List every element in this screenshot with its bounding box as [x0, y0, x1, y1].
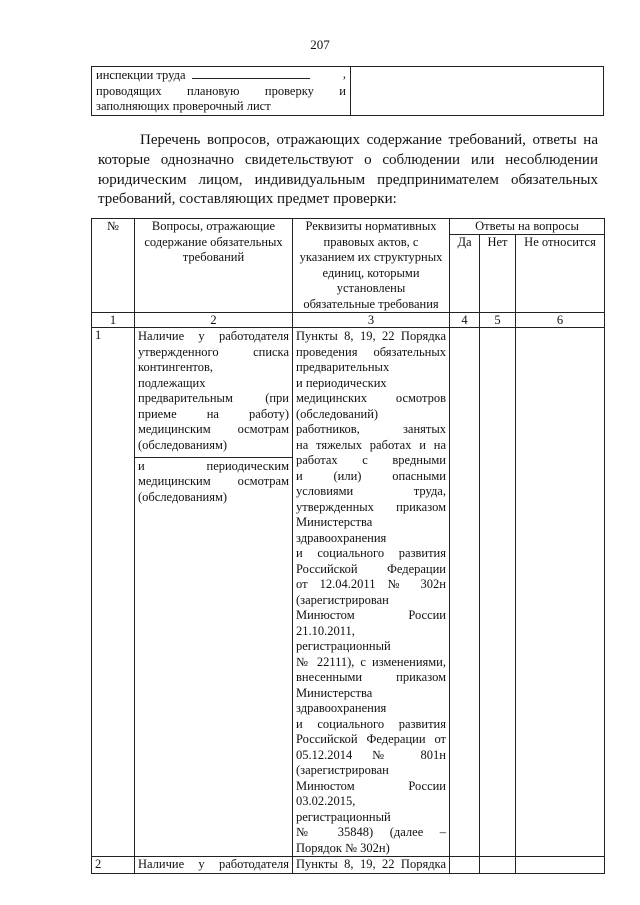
header-questions	[135, 219, 293, 313]
header-no: Нет	[480, 234, 516, 312]
intro-line: которые однозначно свидетельствуют о соблюдении или несоблюдении	[98, 151, 598, 168]
text-line: от 12.04.2011 № 302н	[296, 577, 446, 591]
text-line: предварительных	[296, 360, 390, 374]
header-word: проверку	[264, 83, 314, 98]
question-text: Наличие у работодателя	[138, 857, 289, 871]
text-line: на тяжелых работах и на	[296, 437, 446, 452]
header-questions-line: содержание обязательных	[144, 234, 283, 249]
header-requisites	[293, 219, 450, 313]
text-line: работах с вредными	[296, 453, 446, 467]
text-line: 05.12.2014 № 801н	[296, 747, 446, 762]
header-requisites-line: установлены	[336, 281, 406, 295]
header-line-1-text: инспекции труда	[96, 68, 186, 82]
text-line: (обследований)	[296, 406, 379, 421]
text-line: регистрационный	[296, 639, 391, 653]
header-word: плановую	[187, 83, 240, 98]
header-questions-line: требований	[182, 250, 245, 264]
text-line: здравоохранения	[296, 701, 387, 715]
text-line: 03.02.2015,	[296, 794, 356, 808]
header-line-2	[96, 84, 346, 100]
text-line: (зарегистрирован	[296, 592, 389, 607]
text-line: (зарегистрирован	[296, 763, 389, 777]
text-line: 21.10.2011,	[296, 623, 355, 638]
intro-line: Перечень вопросов, отражающих содержание требований, ответы на	[140, 132, 598, 148]
table-row	[92, 857, 605, 874]
answer-yes-cell[interactable]	[450, 328, 480, 857]
row-number: 1	[92, 328, 135, 857]
header-yes: Да	[450, 234, 480, 312]
header-left-cell	[92, 67, 351, 116]
column-number: 5	[480, 313, 516, 328]
text-line: Министерства	[296, 515, 373, 529]
question-text	[138, 328, 289, 453]
header-continuation-table	[91, 66, 604, 116]
header-requisites-line: единиц, которыми	[322, 265, 420, 280]
answer-yes-cell[interactable]	[450, 857, 480, 874]
text-line: условиями труда,	[296, 484, 446, 498]
answer-na-cell[interactable]	[516, 857, 605, 874]
question-cell	[135, 857, 293, 874]
question-cell	[135, 457, 293, 856]
question-cell	[135, 328, 293, 458]
header-na: Не относится	[516, 234, 605, 312]
header-line-3: заполняющих проверочный лист	[96, 99, 271, 113]
text-line: Порядок № 302н)	[296, 840, 390, 855]
text-line: регистрационный	[296, 809, 391, 824]
text-line: Российской Федерации от	[296, 732, 446, 746]
column-number: 4	[450, 313, 480, 328]
text-line: подлежащих	[138, 375, 206, 390]
text-line: медицинских осмотров	[296, 391, 446, 405]
text-line: контингентов,	[138, 360, 213, 374]
table-header-row	[92, 219, 605, 235]
text-line: и периодическим	[138, 458, 289, 473]
text-line: работников, занятых	[296, 422, 446, 436]
header-blank-line	[192, 67, 310, 79]
header-requisites-line: указанием их структурных	[299, 250, 443, 264]
header-requisites-line: обязательные требования	[303, 296, 439, 311]
table-row	[92, 328, 605, 458]
text-line: и (или) опасными	[296, 468, 446, 483]
header-requisites-line: правовых актов, с	[323, 234, 419, 249]
column-number: 6	[516, 313, 605, 328]
header-line-1-suffix: ,	[342, 67, 346, 81]
text-line: Минюстом России	[296, 608, 446, 622]
text-line: Минюстом России	[296, 778, 446, 793]
header-word: и	[339, 83, 346, 98]
text-line: (обследованиям)	[138, 437, 228, 452]
answer-na-cell[interactable]	[516, 328, 605, 857]
text-line: предварительным (при	[138, 391, 289, 405]
text-line: Министерства	[296, 685, 373, 700]
text-line: здравоохранения	[296, 530, 387, 545]
text-line: Наличие у работодателя	[138, 329, 289, 343]
text-line: медицинским осмотрам	[138, 474, 289, 489]
text-line: Пункты 8, 19, 22 Порядка	[296, 329, 446, 343]
text-line: внесенными приказом	[296, 670, 446, 684]
requisites-cell	[293, 857, 450, 874]
answer-no-cell[interactable]	[480, 328, 516, 857]
header-line-1	[96, 67, 346, 84]
checklist-table	[91, 218, 605, 874]
text-line: № 22111), с изменениями,	[296, 654, 446, 669]
text-line: № 35848) (далее –	[296, 825, 446, 839]
text-line: и социального развития	[296, 716, 446, 731]
requisites-text	[296, 328, 446, 856]
column-number: 3	[293, 313, 450, 328]
column-number: 1	[92, 313, 135, 328]
text-line: (обследованиям)	[138, 489, 228, 504]
header-right-cell	[351, 67, 604, 116]
text-line: утвержденных приказом	[296, 499, 446, 514]
text-line: утвержденного списка	[138, 344, 289, 359]
question-text	[138, 458, 289, 506]
text-line: и периодических	[296, 375, 387, 390]
intro-paragraph	[98, 131, 598, 210]
requisites-cell	[293, 328, 450, 857]
text-line: и социального развития	[296, 546, 446, 560]
header-num: №	[92, 219, 135, 313]
text-line: проведения обязательных	[296, 344, 446, 359]
intro-line: юридическим лицом, индивидуальным предпринимателем обязательных	[98, 171, 598, 188]
page-number: 207	[310, 37, 330, 52]
intro-line: требований, составляющих предмет проверки:	[98, 191, 397, 208]
answer-no-cell[interactable]	[480, 857, 516, 874]
header-questions-line: Вопросы, отражающие	[151, 219, 276, 233]
text-line: медицинским осмотрам	[138, 422, 289, 436]
requisites-text: Пункты 8, 19, 22 Порядка	[296, 857, 446, 871]
column-number: 2	[135, 313, 293, 328]
text-line: приеме на работу)	[138, 406, 289, 421]
header-word: проводящих	[96, 83, 162, 98]
header-answers-group: Ответы на вопросы	[450, 219, 605, 235]
column-numbers-row	[92, 313, 605, 328]
row-number: 2	[92, 857, 135, 874]
header-requisites-line: Реквизиты нормативных	[305, 219, 437, 233]
text-line: Российской Федерации	[296, 561, 446, 576]
